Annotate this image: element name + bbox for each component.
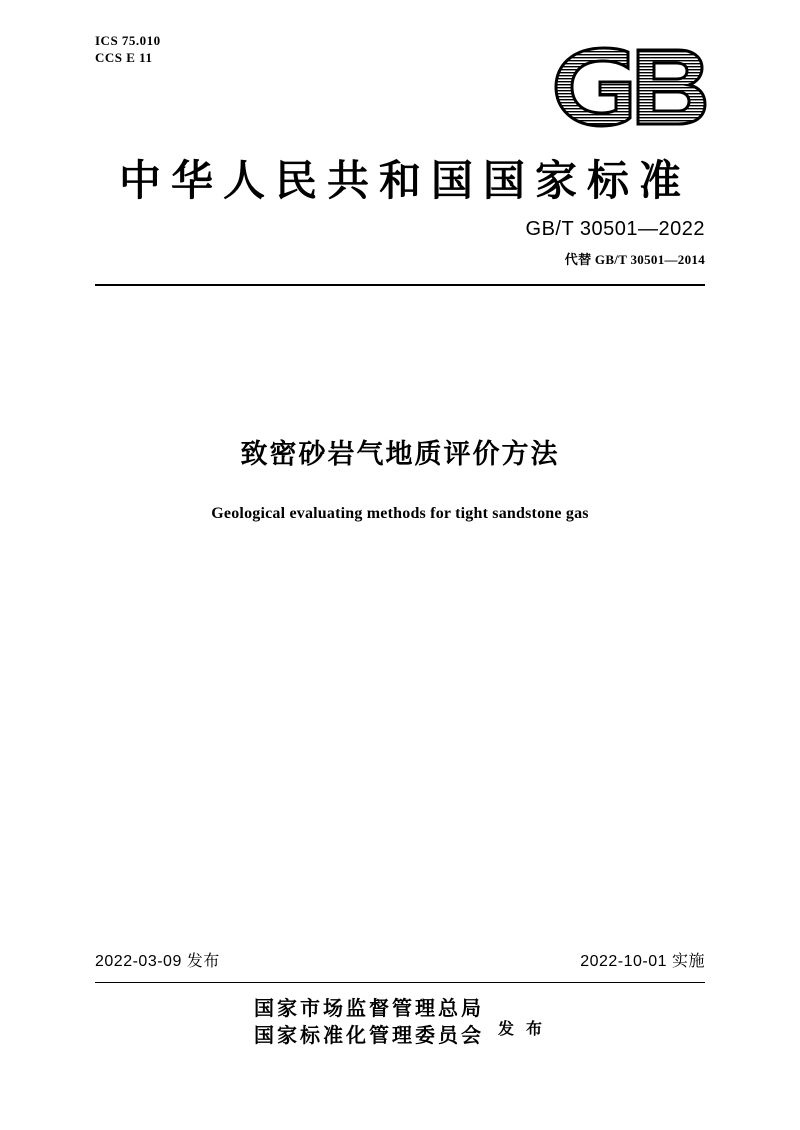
standard-number: GB/T 30501—2022 (525, 218, 705, 240)
issue-date: 2022-03-09 发布 (95, 953, 220, 970)
issuer-line-1: 国家市场监督管理总局 (253, 998, 484, 1020)
footer-divider (95, 982, 705, 983)
issuer-names (254, 996, 484, 1050)
publish-label: 发 布 (497, 1020, 546, 1038)
page-title: 中华人民共和国国家标准 (118, 159, 691, 205)
dates-row (95, 948, 705, 971)
standard-number-block (526, 218, 705, 268)
effective-date: 2022-10-01 实施 (580, 953, 705, 970)
ics-ccs-block (95, 32, 161, 66)
header-divider (95, 284, 705, 286)
issuer-line-2: 国家标准化管理委员会 (253, 1025, 484, 1047)
ccs-code: CCS E 11 (95, 50, 153, 65)
document-title-en: Geological evaluating methods for tight sandstone gas (211, 505, 589, 522)
standard-replaces: 代替 GB/T 30501—2014 (564, 252, 705, 267)
ics-code: ICS 75.010 (95, 33, 161, 48)
issuer-block (0, 996, 800, 1050)
gb-logo-icon (542, 42, 712, 132)
document-title-cn: 致密砂岩气地质评价方法 (240, 439, 560, 469)
